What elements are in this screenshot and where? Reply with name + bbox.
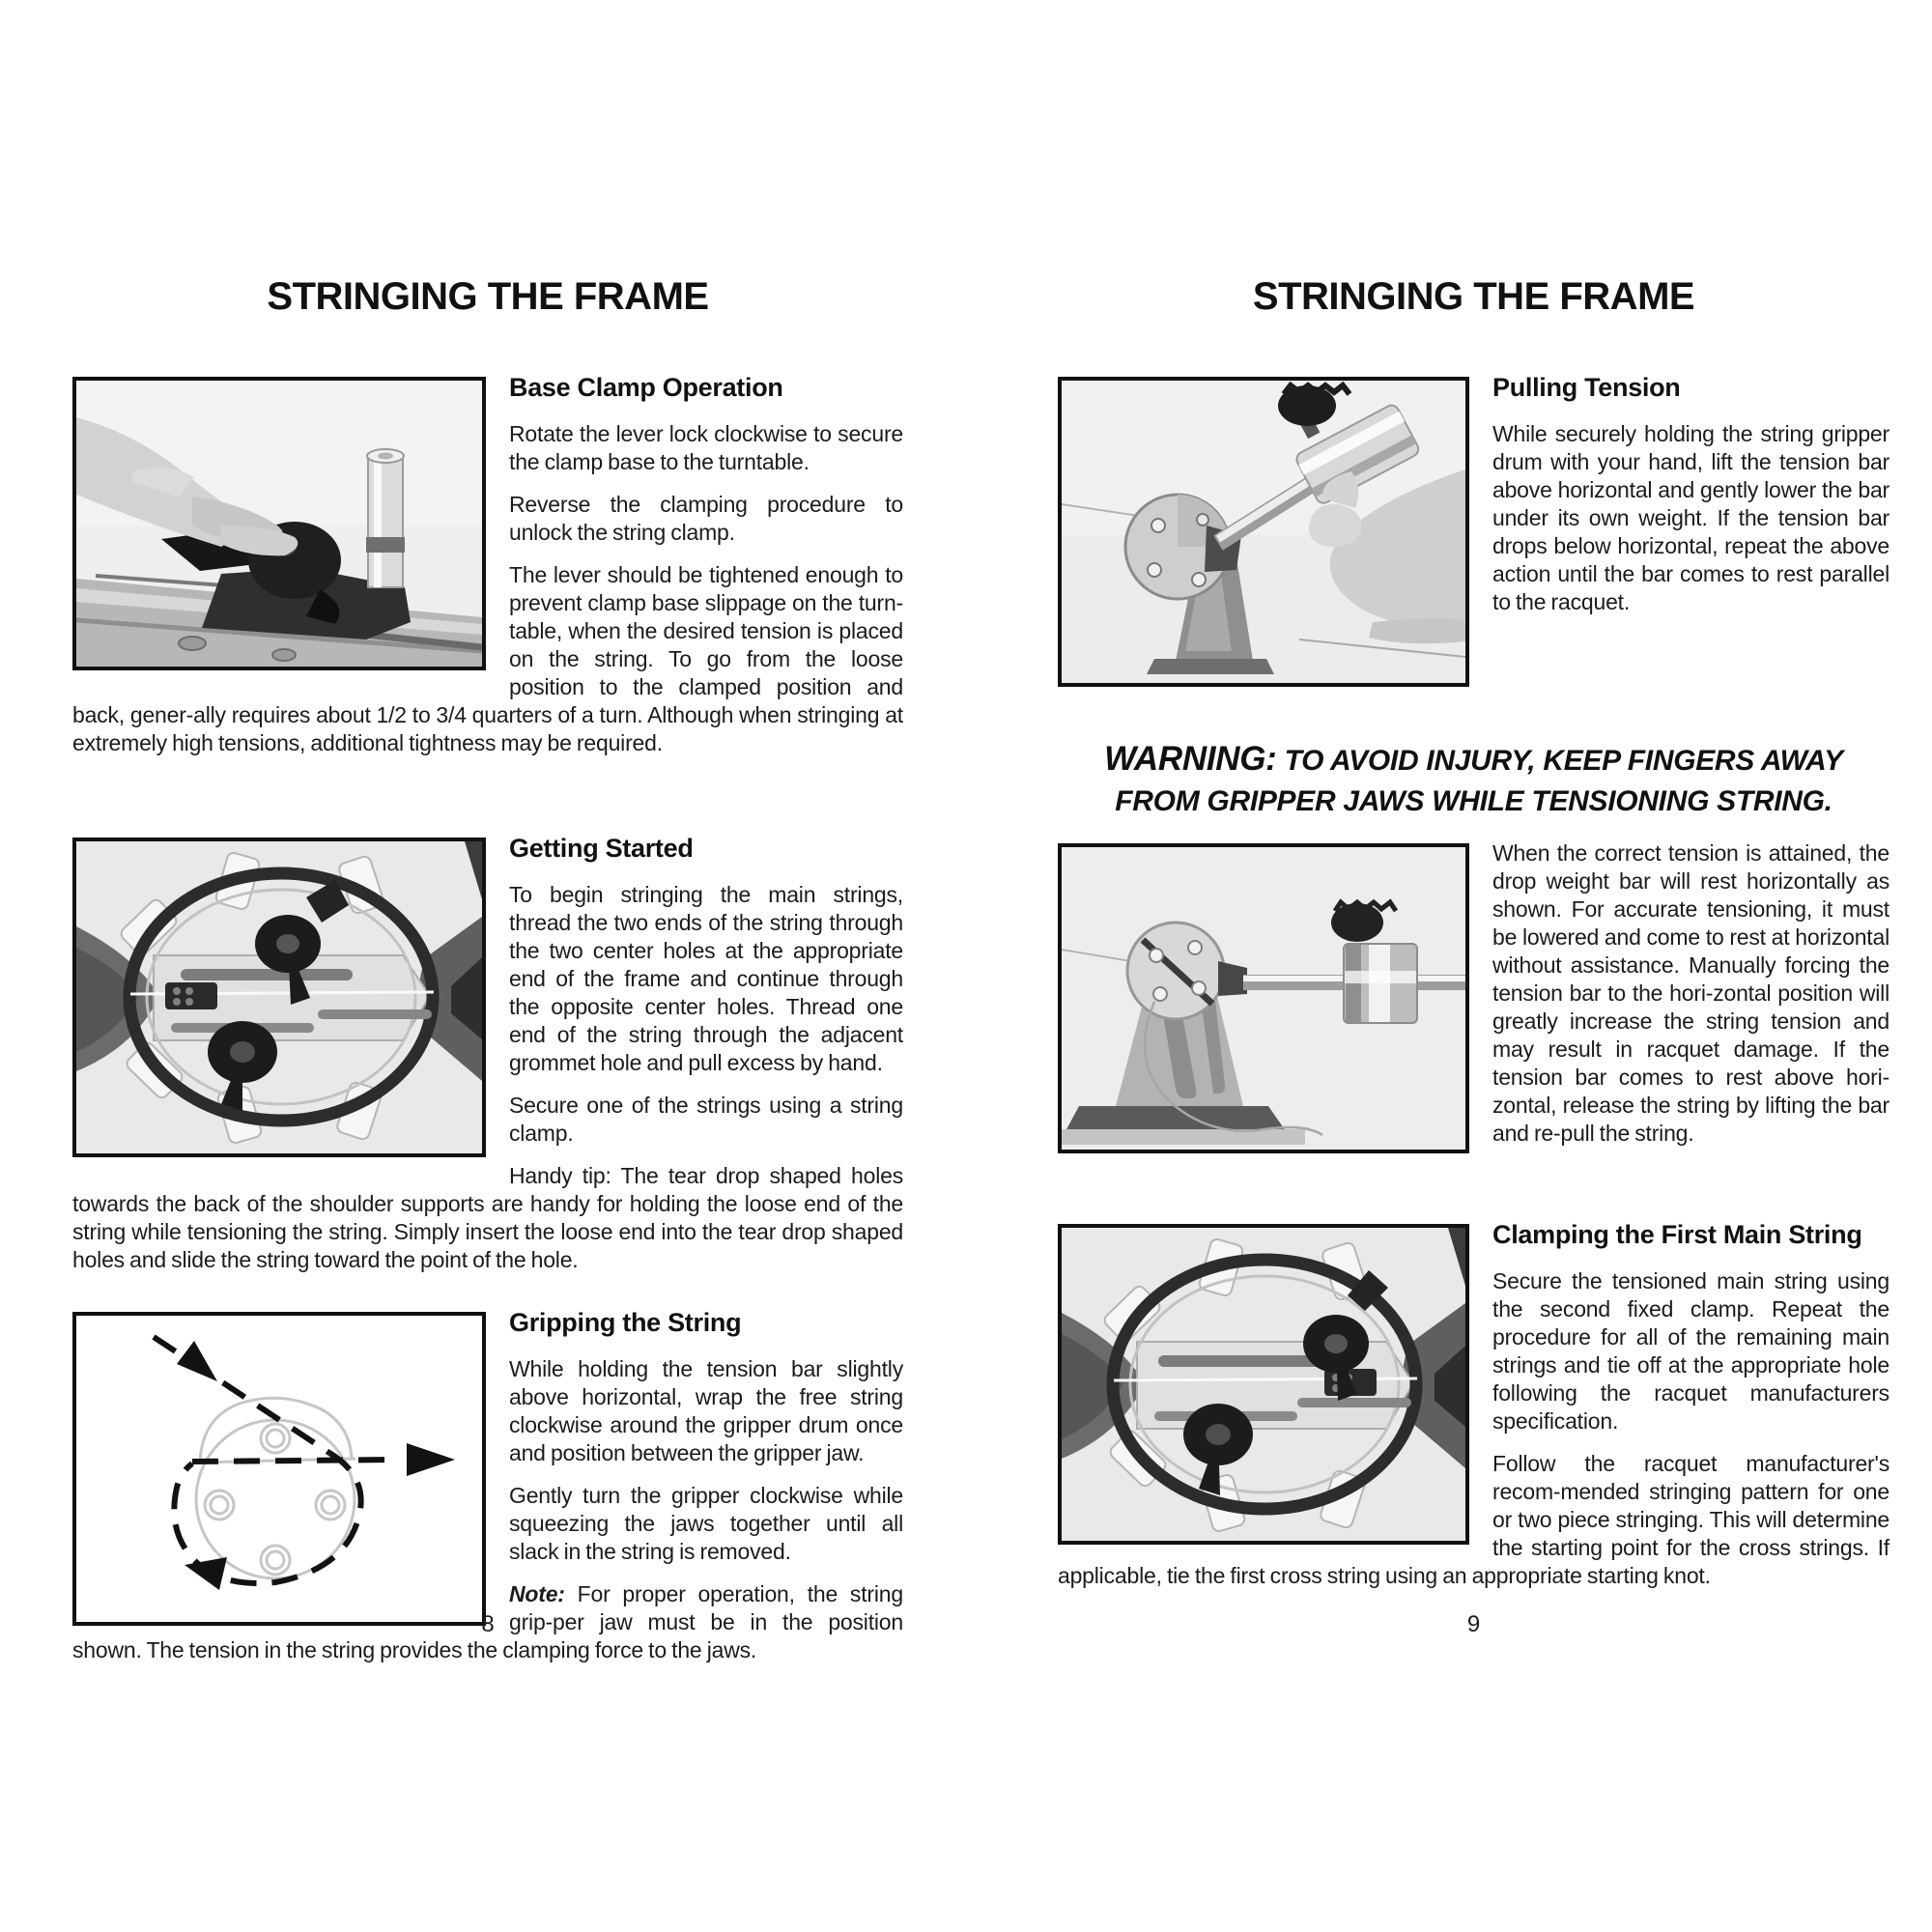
string-wrap-diagram-illustration	[76, 1316, 482, 1622]
paragraph: Secure one of the strings using a string clamp.	[509, 1093, 903, 1146]
section-heading: Gripping the String	[509, 1308, 742, 1337]
clamping-photo-illustration	[1062, 1228, 1465, 1541]
page-title: STRINGING THE FRAME	[267, 275, 709, 318]
page-title: STRINGING THE FRAME	[1252, 275, 1695, 318]
figure-string-wrap-diagram	[72, 1312, 486, 1626]
paragraph: When the correct tension is attained, the drop weight bar will rest horizontally as shown. For accurate tensioning, it must be lowered and come to rest at horizontal without assistance. Manually forcing the tension bar to the hori-zontal position will greatly increase the string tension and may result in racquet damage. If the tension bar comes to rest above hori-zontal, release the string by lifting the bar and re-pull the string.	[1492, 840, 1889, 1146]
section-heading: Base Clamp Operation	[509, 373, 783, 402]
warning-line2: FROM GRIPPER JAWS WHILE TENSIONING STRING.	[1115, 785, 1833, 817]
paragraph: To begin stringing the main strings, thread the two ends of the string through the two center holes at the appropriate end of the frame and continue through the opposite center holes. Thread one end of the string through the adjacent grommet hole and pull excess by hand.	[509, 882, 903, 1075]
paragraph: Reverse the clamping procedure to unlock the string clamp.	[509, 492, 903, 545]
drop-weight-photo-illustration	[1062, 847, 1465, 1150]
figure-pulling-tension-photo	[1058, 377, 1469, 687]
paragraph: Gently turn the gripper clockwise while squeezing the jaws together until all slack in the string is removed.	[509, 1483, 903, 1564]
page-number: 9	[1466, 1611, 1481, 1637]
paragraph: Rotate the lever lock clockwise to secure the clamp base to the turntable.	[509, 421, 903, 474]
figure-clamping-photo	[1058, 1224, 1469, 1545]
section-getting-started	[72, 834, 903, 1289]
figure-drop-weight-photo	[1058, 843, 1469, 1153]
warning-line1: TO AVOID INJURY, KEEP FINGERS AWAY	[1284, 745, 1843, 777]
pulling-tension-photo-illustration	[1062, 381, 1465, 683]
warning-banner	[1058, 739, 1889, 822]
section-heading: Pulling Tension	[1492, 373, 1681, 402]
figure-base-clamp-photo	[72, 377, 486, 670]
racquet-frame-photo-illustration	[76, 841, 482, 1153]
paragraph: Secure the tensioned main string using the second fixed clamp. Repeat the procedure for all of the remaining main strings and tie off at the appropriate hole following the racquet manufacturers specification.	[1492, 1268, 1889, 1434]
figure-racquet-mounted-photo	[72, 838, 486, 1157]
paragraph: While securely holding the string gripper drum with your hand, lift the tension bar above horizontal and gently lower the bar under its own weight. If the tension bar drops below horizontal, repeat the above action until the bar comes to rest parallel to the racquet.	[1492, 421, 1889, 614]
paragraph: The lever should be tightened enough to prevent clamp base slippage on the turn-table, when the desired tension is placed on the string. To go from the loose position to the clamped position and back, gener-ally requires about 1/2 to 3/4 quarters of a turn. Although when stringing at extremely high tensions, additional tightness may be required.	[72, 562, 903, 755]
warning-label: WARNING:	[1104, 740, 1277, 778]
base-clamp-photo-illustration	[76, 381, 482, 667]
section-heading: Clamping the First Main String	[1492, 1220, 1862, 1249]
paragraph: Follow the racquet manufacturer's recom-mended stringing pattern for one or two piece stringing. This will determine the starting point for the cross strings. If applicable, tie the first cross string using an appropriate starting knot.	[1058, 1451, 1889, 1588]
paragraph: While holding the tension bar slightly above horizontal, wrap the free string clockwise around the gripper drum once and position between the gripper jaw.	[509, 1356, 903, 1465]
page-number: 8	[481, 1611, 495, 1637]
note-label: Note:	[509, 1581, 565, 1606]
paragraph: Handy tip: The tear drop shaped holes towards the back of the shoulder supports are handy for holding the loose end of the string while tensioning the string. Simply insert the loose end into the tear drop shaped holes and slide the string toward the point of the hole.	[72, 1163, 903, 1272]
section-pulling-tension	[1058, 373, 1889, 695]
section-drop-weight-rest	[1058, 839, 1889, 1162]
section-clamping-first-main-string	[1058, 1220, 1889, 1605]
page-9	[966, 0, 1932, 1932]
section-heading: Getting Started	[509, 834, 694, 863]
note-text: For proper operation, the string grip-per jaw must be in the position shown. The tension in the string provides the clamping force to the jaws.	[72, 1581, 903, 1662]
section-base-clamp-operation	[72, 373, 903, 772]
